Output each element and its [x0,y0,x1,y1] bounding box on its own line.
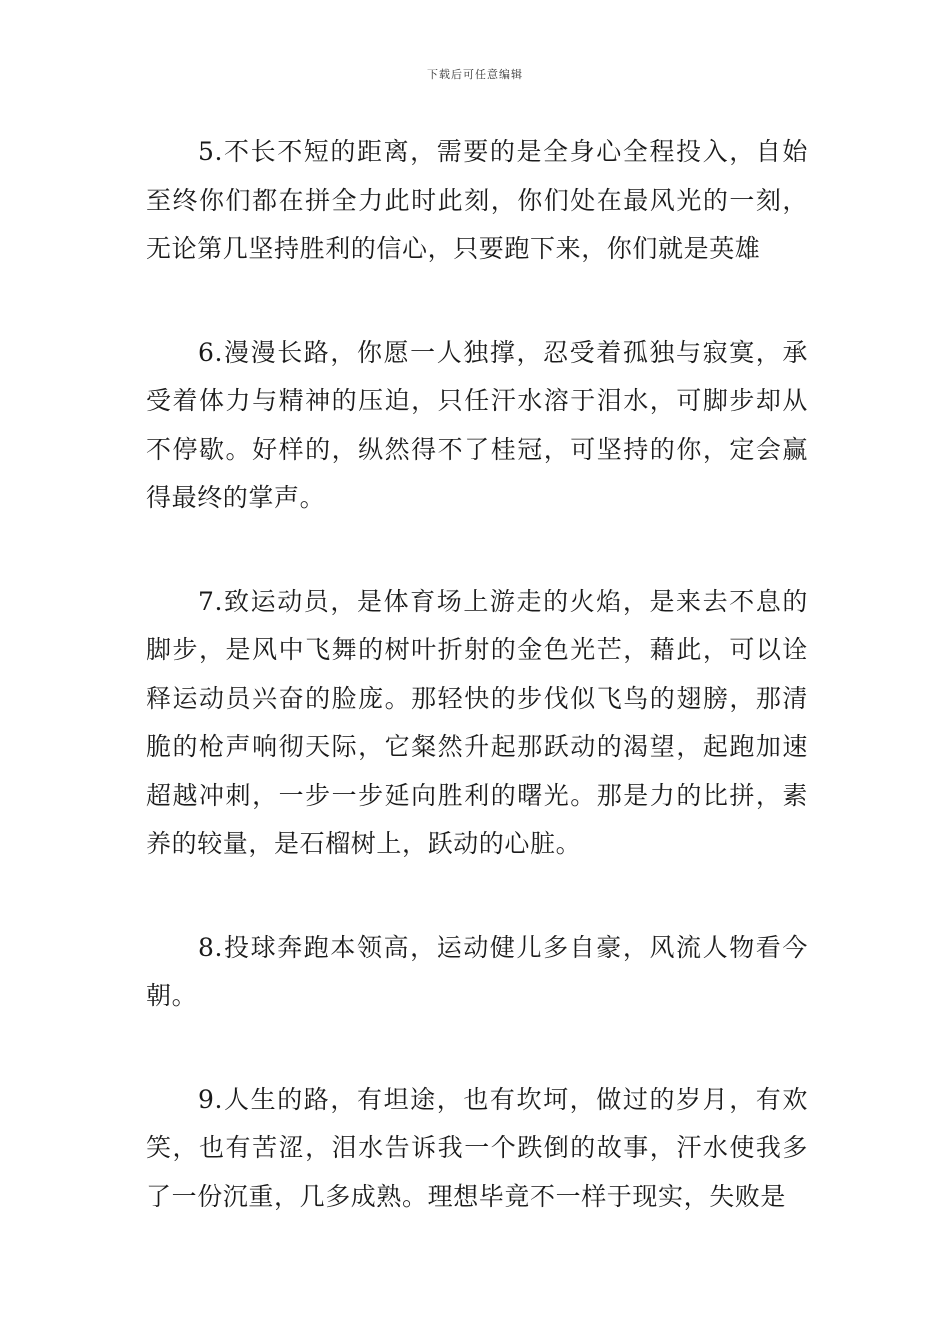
paragraph-8: 8.投球奔跑本领高，运动健儿多自豪，风流人物看今朝。 [146,932,808,1010]
paragraph-6: 6.漫漫长路，你愿一人独撑，忍受着孤独与寂寞，承受着体力与精神的压迫，只任汗水溶于泪水，可脚步却从不停歇。好样的，纵然得不了桂冠，可坚持的你，定会赢得最终的掌声。 [146,337,808,512]
paragraph-5: 5.不长不短的距离，需要的是全身心全程投入，自始至终你们都在拼全力此时此刻，你们处在最风光的一刻，无论第几坚持胜利的信心，只要跑下来，你们就是英雄 [146,137,808,263]
document-body [146,128,808,1221]
page-header: 下载后可任意编辑 [427,68,523,81]
paragraph-9: 9.人生的路，有坦途，也有坎坷，做过的岁月，有欢笑，也有苦涩，泪水告诉我一个跌倒的故事，汗水使我多了一份沉重，几多成熟。理想毕竟不一样于现实，失败是 [146,1084,808,1211]
paragraph-7: 7.致运动员，是体育场上游走的火焰，是来去不息的脚步，是风中飞舞的树叶折射的金色光芒，藉此，可以诠释运动员兴奋的脸庞。那轻快的步伐似飞鸟的翅膀，那清脆的枪声响彻天际，它粲然升起那跃动的渴望，起跑加速超越冲刺，一步一步延向胜利的曙光。那是力的比拼，素养的较量，是石榴树上，跃动的心脏。 [146,586,808,858]
